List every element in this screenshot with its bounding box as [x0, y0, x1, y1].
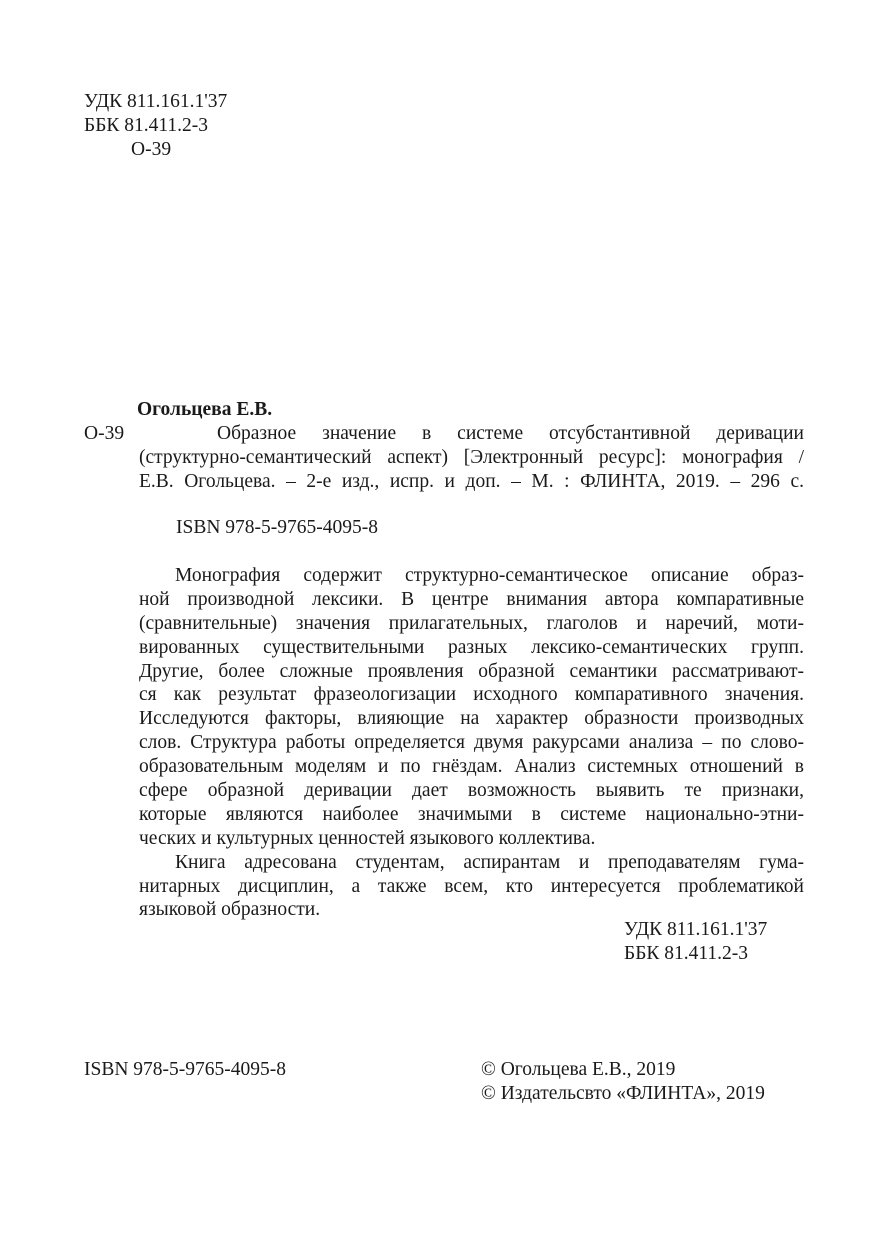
entry-line: Образное значение в системе отсубстантивной деривации [217, 423, 804, 444]
abstract-line: Исследуются факторы, влияющие на характер образности производных [139, 708, 804, 730]
abstract-line: слов. Структура работы определяется двумя ракурсами анализа – по слово- [139, 732, 804, 754]
abstract-line: нитарных дисциплин, а также всем, кто интересуется проблематикой [139, 875, 804, 897]
entry-line: Е.В. Огольцева. – 2-е изд., испр. и доп. – М. : ФЛИНТА, 2019. – 296 с. [139, 471, 804, 492]
abstract-line: ческих и культурных ценностей языкового коллектива. [139, 827, 596, 849]
abstract-line: образовательным моделям и по гнёздам. Анализ системных отношений в [139, 756, 804, 778]
abstract-line: Книга адресована студентам, аспирантам и преподавателям гума- [175, 851, 804, 873]
abstract-line: вированных существительными разных лексико-семантических групп. [139, 636, 804, 658]
footer-copyright-publisher: © Издательсвто «ФЛИНТА», 2019 [481, 1083, 765, 1104]
abstract-bbk: ББК 81.411.2-3 [624, 943, 749, 964]
abstract-line: ся как результат фразеологизации исходного компаративного значения. [139, 684, 804, 706]
entry-line: (структурно-семантический аспект) [Электронный ресурс]: монография / [139, 447, 804, 468]
abstract-line: (сравнительные) значения прилагательных, глаголов и наречий, моти- [139, 612, 804, 634]
abstract-udk: УДК 811.161.1'37 [624, 919, 768, 940]
entry-isbn: ISBN 978-5-9765-4095-8 [176, 517, 379, 538]
abstract-line: языковой образности. [139, 899, 321, 921]
abstract-line: которые являются наиболее значимыми в системе национально-этни- [139, 803, 804, 825]
footer-isbn: ISBN 978-5-9765-4095-8 [84, 1059, 287, 1080]
abstract-line: сфере образной деривации дает возможность выявить те признаки, [139, 780, 804, 802]
abstract [139, 564, 804, 922]
abstract-line: ной производной лексики. В центре внимания автора компаративные [139, 588, 804, 610]
footer-copyright-author: © Огольцева Е.В., 2019 [481, 1059, 676, 1080]
header-udk: УДК 811.161.1'37 [84, 91, 228, 112]
header-bbk: ББК 81.411.2-3 [84, 115, 209, 136]
abstract-line: Другие, более сложные проявления образной семантики рассматривают- [139, 660, 804, 682]
entry-description [139, 422, 804, 494]
header-author-code: О-39 [131, 139, 172, 160]
abstract-line: Монография содержит структурно-семантическое описание образ- [175, 565, 804, 586]
entry-author: Огольцева Е.В. [137, 399, 273, 420]
entry-code: О-39 [84, 423, 125, 444]
